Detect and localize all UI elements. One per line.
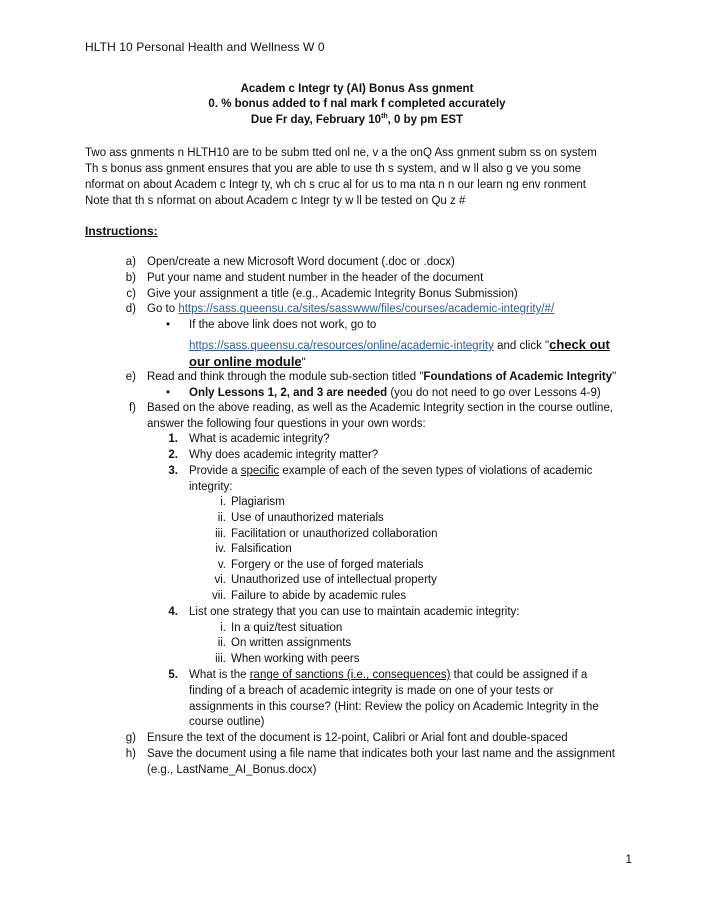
intro-line: Two ass gnments n HLTH10 are to be subm tted onl ne, v a the onQ Ass gnment subm ss on system xyxy=(85,147,597,159)
bullet-d-line2 xyxy=(189,337,610,354)
item-a-text: Open/create a new Microsoft Word document (.doc or .docx) xyxy=(147,256,455,268)
bullet-d-line1: If the above link does not work, go to xyxy=(189,319,377,331)
alt-module-link[interactable]: https://sass.queensu.ca/resources/online/academic-integrity xyxy=(189,340,494,352)
item-marker: h) xyxy=(125,748,136,760)
sub-marker: iii. xyxy=(215,528,226,540)
question-marker: 1. xyxy=(168,433,178,445)
question-5-line4: course outline) xyxy=(189,716,265,728)
instructions-heading: Instructions: xyxy=(85,224,158,238)
violation-item: Use of unauthorized materials xyxy=(231,512,384,524)
sub-marker: i. xyxy=(220,622,226,634)
question-5-line1 xyxy=(189,668,587,683)
sub-marker: vi. xyxy=(214,574,226,586)
item-marker: f) xyxy=(128,402,136,414)
sub-marker: v. xyxy=(217,559,226,571)
bullet-icon: • xyxy=(166,319,171,331)
item-marker: b) xyxy=(125,272,136,284)
item-h-line2: (e.g., LastName_AI_Bonus.docx) xyxy=(147,764,317,776)
item-e-prefix: Read and think through the module sub-section titled " xyxy=(147,371,424,383)
question-3-line1 xyxy=(189,464,592,479)
bullet-e-text xyxy=(189,386,601,401)
violation-item: Failure to abide by academic rules xyxy=(231,590,407,602)
item-b-text: Put your name and student number in the header of the document xyxy=(147,272,484,284)
q5-suffix: that could be assigned if a xyxy=(450,669,588,681)
question-marker: 2. xyxy=(168,449,178,461)
foundations-title: Foundations of Academic Integrity xyxy=(423,371,613,383)
q5-sanctions: range of sanctions (i.e., consequences) xyxy=(249,669,451,681)
violation-item: Plagiarism xyxy=(231,496,285,508)
q3-suffix: example of each of the seven types of violations of academic xyxy=(279,465,593,477)
question-2-text: Why does academic integrity matter? xyxy=(189,449,379,461)
page-header: HLTH 10 Personal Health and Wellness W 0 xyxy=(85,40,325,54)
item-h-line1: Save the document using a file name that indicates both your last name and the assignment xyxy=(147,748,615,760)
question-1-text: What is academic integrity? xyxy=(189,433,330,445)
intro-line: Th s bonus ass gnment ensures that you are able to use th s system, and w ll also g ve you some xyxy=(85,163,582,175)
question-5-line2: finding of a breach of academic integrity is made on one of your tests or xyxy=(189,685,554,697)
sub-marker: iv. xyxy=(215,543,226,555)
online-module-text: our online module xyxy=(189,354,302,369)
item-d-prefix: Go to xyxy=(147,303,179,315)
violation-item: Falsification xyxy=(231,543,292,555)
q3-specific: specific xyxy=(240,465,280,477)
sub-marker: vii. xyxy=(211,590,226,602)
page-number: 1 xyxy=(625,852,632,866)
date-suffix: th xyxy=(381,113,388,120)
question-4-text: List one strategy that you can use to maintain academic integrity: xyxy=(189,606,520,618)
intro-line: Note that th s nformat on about Academ c Integr ty w ll be tested on Qu z # xyxy=(85,195,466,207)
intro-paragraph xyxy=(85,145,645,209)
due-time-text: , 0 by pm EST xyxy=(387,113,464,126)
lessons-needed: Only Lessons 1, 2, and 3 are needed xyxy=(189,387,388,399)
strategy-item: On written assignments xyxy=(231,637,352,649)
sub-marker: ii. xyxy=(217,637,226,649)
question-3-line2: integrity: xyxy=(189,481,233,493)
title-line-3 xyxy=(0,113,714,126)
q3-prefix: Provide a xyxy=(189,465,241,477)
sub-marker: ii. xyxy=(217,512,226,524)
item-e-suffix: " xyxy=(612,371,617,383)
item-marker: e) xyxy=(125,371,136,383)
strategy-item: In a quiz/test situation xyxy=(231,622,343,634)
item-d-text xyxy=(147,302,554,317)
sub-marker: i. xyxy=(220,496,226,508)
item-g-text: Ensure the text of the document is 12-point, Calibri or Arial font and double-spaced xyxy=(147,732,568,744)
question-marker: 4. xyxy=(168,606,178,618)
title-line-1: Academ c Integr ty (AI) Bonus Ass gnment xyxy=(240,83,474,95)
check-out-text: check out xyxy=(549,337,610,352)
module-link[interactable]: https://sass.queensu.ca/sites/sasswww/files/courses/academic-integrity/#/ xyxy=(178,303,555,315)
violation-item: Facilitation or unauthorized collaboration xyxy=(231,528,438,540)
bullet-icon: • xyxy=(166,387,171,399)
item-marker: a) xyxy=(125,256,136,268)
bullet-d-line3 xyxy=(189,354,306,371)
sub-marker: iii. xyxy=(215,653,226,665)
item-marker: g) xyxy=(125,732,136,744)
title-line-2: 0. % bonus added to f nal mark f completed accurately xyxy=(208,98,506,110)
item-marker: c) xyxy=(126,288,136,300)
question-marker: 3. xyxy=(168,465,178,477)
strategy-item: When working with peers xyxy=(231,653,360,665)
intro-line: nformat on about Academ c Integr ty, wh ch s cruc al for us to ma nta n n our learn ng env ronment xyxy=(85,179,586,191)
question-marker: 5. xyxy=(168,669,178,681)
item-e-text xyxy=(147,370,616,385)
q5-prefix: What is the xyxy=(189,669,250,681)
item-marker: d) xyxy=(125,303,136,315)
item-f-line2: answer the following four questions in your own words: xyxy=(147,418,426,430)
due-date-text: Due Fr day, February 10 xyxy=(250,113,382,126)
lessons-note: (you do not need to go over Lessons 4-9) xyxy=(387,387,601,399)
item-f-line1: Based on the above reading, as well as the Academic Integrity section in the course outline, xyxy=(147,402,614,414)
click-text: and click " xyxy=(493,340,550,352)
question-5-line3: assignments in this course? (Hint: Review the policy on Academic Integrity in the xyxy=(189,701,599,713)
violation-item: Unauthorized use of intellectual property xyxy=(231,574,437,586)
closing-quote: " xyxy=(301,357,306,369)
violation-item: Forgery or the use of forged materials xyxy=(231,559,424,571)
item-c-text: Give your assignment a title (e.g., Academic Integrity Bonus Submission) xyxy=(147,288,518,300)
